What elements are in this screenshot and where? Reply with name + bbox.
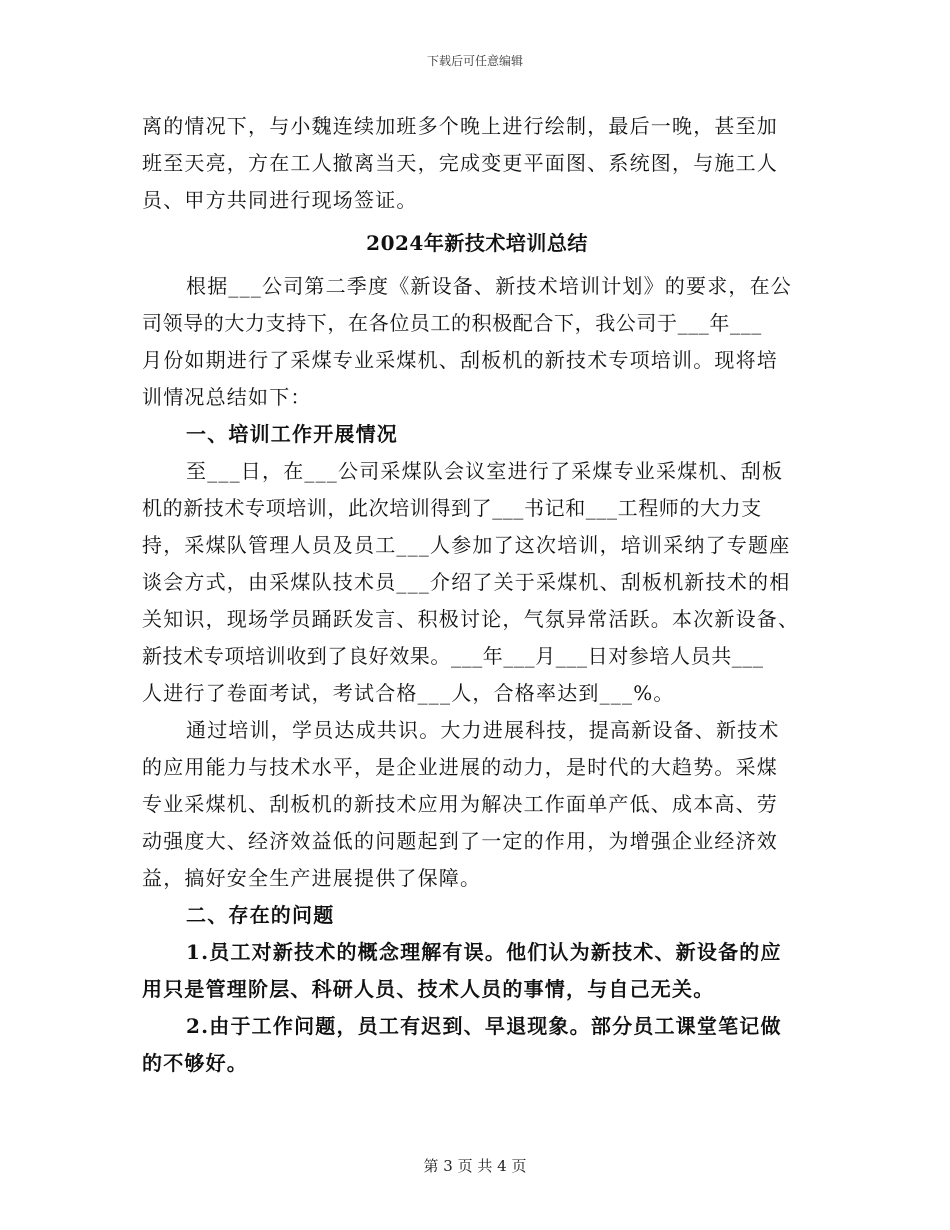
section-heading-1: 一、培训工作开展情况 bbox=[186, 422, 398, 446]
para1-line-3: 月份如期进行了采煤专业采煤机、刮板机的新技术专项培训。现将培 bbox=[142, 348, 778, 372]
para2-line-7: 人进行了卷面考试，考试合格___人，合格率达到___%。 bbox=[142, 681, 675, 705]
para2-line-4: 谈会方式，由采煤队技术员___介绍了关于采煤机、刮板机新技术的相 bbox=[142, 570, 791, 594]
item1-line-2: 用只是管理阶层、科研人员、技术人员的事情，与自己无关。 bbox=[142, 977, 715, 1001]
intro-line-2: 班至天亮，方在工人撤离当天，完成变更平面图、系统图，与施工人 bbox=[142, 151, 778, 175]
para3-line-3: 专业采煤机、刮板机的新技术应用为解决工作面单产低、成本高、劳 bbox=[142, 792, 778, 816]
para3-line-5: 益，搞好安全生产进展提供了保障。 bbox=[142, 866, 482, 890]
para3-line-4: 动强度大、经济效益低的问题起到了一定的作用，为增强企业经济效 bbox=[142, 829, 778, 853]
para1-line-2: 司领导的大力支持下，在各位员工的积极配合下，我公司于___年___ bbox=[142, 311, 762, 335]
page-footer: 第 3 页 共 4 页 bbox=[423, 1157, 527, 1175]
item1-line-1: 1.员工对新技术的概念理解有误。他们认为新技术、新设备的应 bbox=[186, 940, 782, 964]
intro-line-3: 员、甲方共同进行现场签证。 bbox=[142, 188, 418, 212]
document-title: 2024年新技术培训总结 bbox=[366, 231, 588, 255]
document-body bbox=[142, 108, 812, 1082]
para2-line-1: 至___日，在___公司采煤队会议室进行了采煤专业采煤机、刮板 bbox=[186, 459, 784, 483]
para3-line-2: 的应用能力与技术水平，是企业进展的动力，是时代的大趋势。采煤 bbox=[142, 755, 778, 779]
para2-line-3: 持，采煤队管理人员及员工___人参加了这次培训，培训采纳了专题座 bbox=[142, 533, 791, 557]
page-header: 下载后可任意编辑 bbox=[426, 54, 523, 68]
para1-line-4: 训情况总结如下： bbox=[142, 385, 312, 409]
para2-line-2: 机的新技术专项培训，此次培训得到了___书记和___工程师的大力支 bbox=[142, 496, 762, 520]
item2-line-1: 2.由于工作问题，员工有迟到、早退现象。部分员工课堂笔记做 bbox=[186, 1014, 782, 1038]
para1-line-1: 根据___公司第二季度《新设备、新技术培训计划》的要求，在公 bbox=[186, 274, 792, 298]
item2-line-2: 的不够好。 bbox=[142, 1051, 248, 1075]
para3-line-1: 通过培训，学员达成共识。大力进展科技，提高新设备、新技术 bbox=[186, 718, 780, 742]
intro-line-1: 离的情况下，与小魏连续加班多个晚上进行绘制，最后一晚，甚至加 bbox=[142, 114, 778, 138]
para2-line-5: 关知识，现场学员踊跃发言、积极讨论，气氛异常活跃。本次新设备、 bbox=[142, 607, 800, 631]
section-heading-2: 二、存在的问题 bbox=[186, 903, 335, 927]
para2-line-6: 新技术专项培训收到了良好效果。___年___月___日对参培人员共___ bbox=[142, 644, 764, 668]
